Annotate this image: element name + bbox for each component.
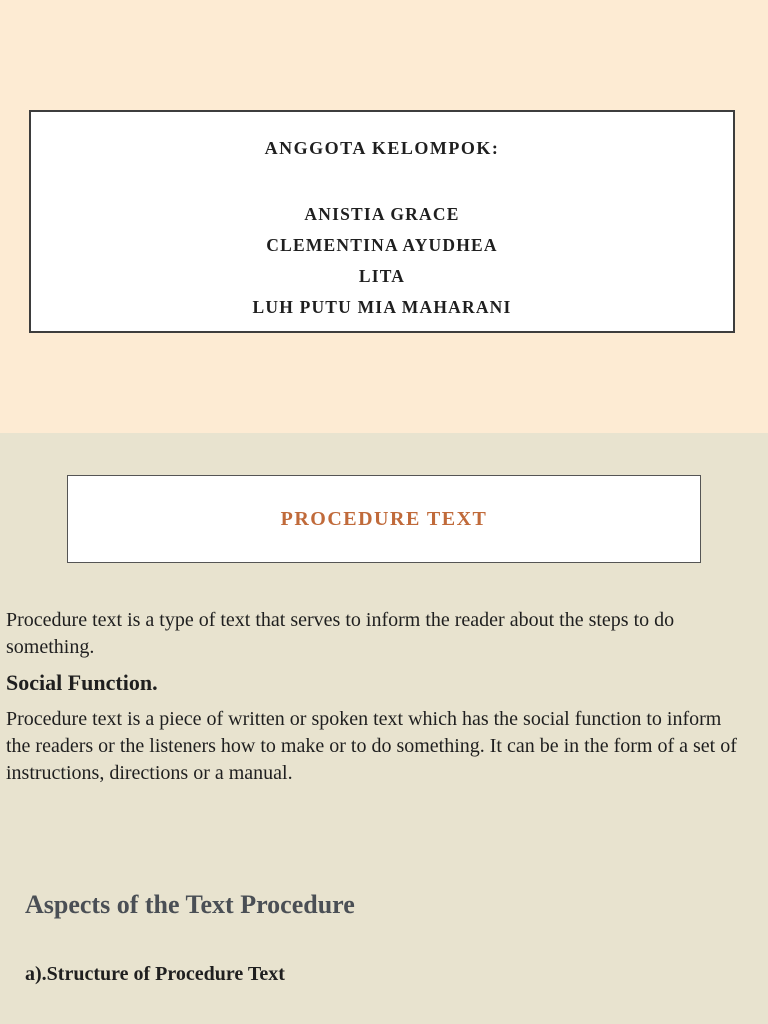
social-function-heading: Social Function. bbox=[6, 670, 158, 695]
structure-heading: a).Structure of Procedure Text bbox=[25, 963, 285, 985]
member-name: CLEMENTINA AYUDHEA bbox=[266, 235, 498, 255]
member-name: ANISTIA GRACE bbox=[304, 204, 460, 224]
members-list bbox=[31, 199, 733, 323]
members-box bbox=[29, 110, 735, 333]
members-slide bbox=[0, 0, 768, 433]
members-heading: ANGGOTA KELOMPOK: bbox=[264, 138, 500, 158]
member-name: LITA bbox=[358, 266, 406, 286]
title-box bbox=[67, 475, 701, 563]
member-name: LUH PUTU MIA MAHARANI bbox=[252, 297, 512, 317]
social-function-paragraph: Procedure text is a piece of written or spoken text which has the social function to inform the readers or the listeners how to make or to do something. It can be in the form of a set of instructions, directions or a manual. bbox=[6, 708, 737, 784]
definition-paragraph: Procedure text is a type of text that serves to inform the reader about the steps to do something. bbox=[6, 609, 675, 658]
content-slide bbox=[0, 433, 768, 1024]
slide-title: PROCEDURE TEXT bbox=[280, 507, 488, 530]
aspects-heading: Aspects of the Text Procedure bbox=[25, 890, 355, 919]
